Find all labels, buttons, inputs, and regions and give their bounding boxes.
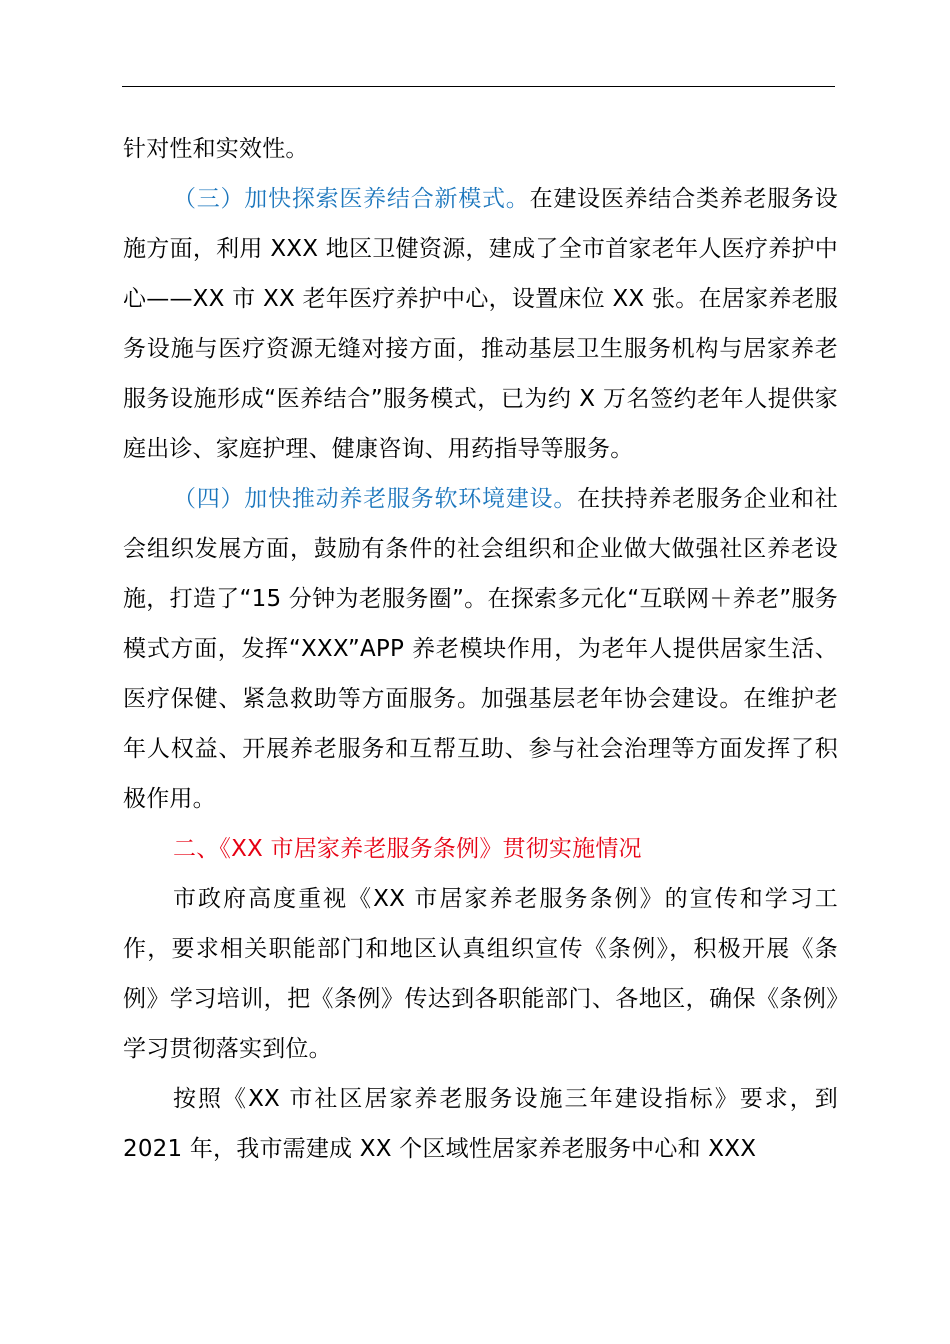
subheading-three: （三）加快探索医养结合新模式。	[173, 186, 530, 212]
paragraph-soft-environment	[123, 474, 838, 824]
paragraph-continuation: 针对性和实效性。	[123, 136, 309, 162]
paragraph-regulation-publicity: 市政府高度重视《XX 市居家养老服务条例》的宣传和学习工作，要求相关职能部门和地区认真组织宣传《条例》，积极开展《条例》学习培训，把《条例》传达到各职能部门、各地区，确保《条例》学习贯彻落实到位。	[123, 886, 838, 1062]
header-rule	[122, 86, 835, 87]
paragraph-medical-elderly-care	[123, 174, 838, 474]
paragraph-construction-targets: 按照《XX 市社区居家养老服务设施三年建设指标》要求，到 2021 年，我市需建成 XX 个区域性居家养老服务中心和 XXX	[123, 1086, 838, 1162]
section-title: 二、《XX 市居家养老服务条例》贯彻实施情况	[173, 836, 642, 862]
subheading-four: （四）加快推动养老服务软环境建设。	[173, 486, 578, 512]
document-body	[123, 124, 838, 1174]
paragraph-body: 在建设医养结合类养老服务设施方面，利用 XXX 地区卫健资源，建成了全市首家老年人医疗养护中心——XX 市 XX 老年医疗养护中心，设置床位 XX 张。在居家养老服务设施与医疗资源无缝对接方面，推动基层卫生服务机构与居家养老服务设施形成“医养结合”服务模式，已为约 X 万名签约老年人提供家庭出诊、家庭护理、健康咨询、用药指导等服务。	[123, 186, 839, 462]
paragraph-body: 在扶持养老服务企业和社会组织发展方面，鼓励有条件的社会组织和企业做大做强社区养老设施，打造了“15 分钟为老服务圈”。在探索多元化“互联网＋养老”服务模式方面，发挥“XXX”APP 养老模块作用，为老年人提供居家生活、医疗保健、紧急救助等方面服务。加强基层老年协会建设。在维护老年人权益、开展养老服务和互帮互助、参与社会治理等方面发挥了积极作用。	[123, 486, 838, 812]
